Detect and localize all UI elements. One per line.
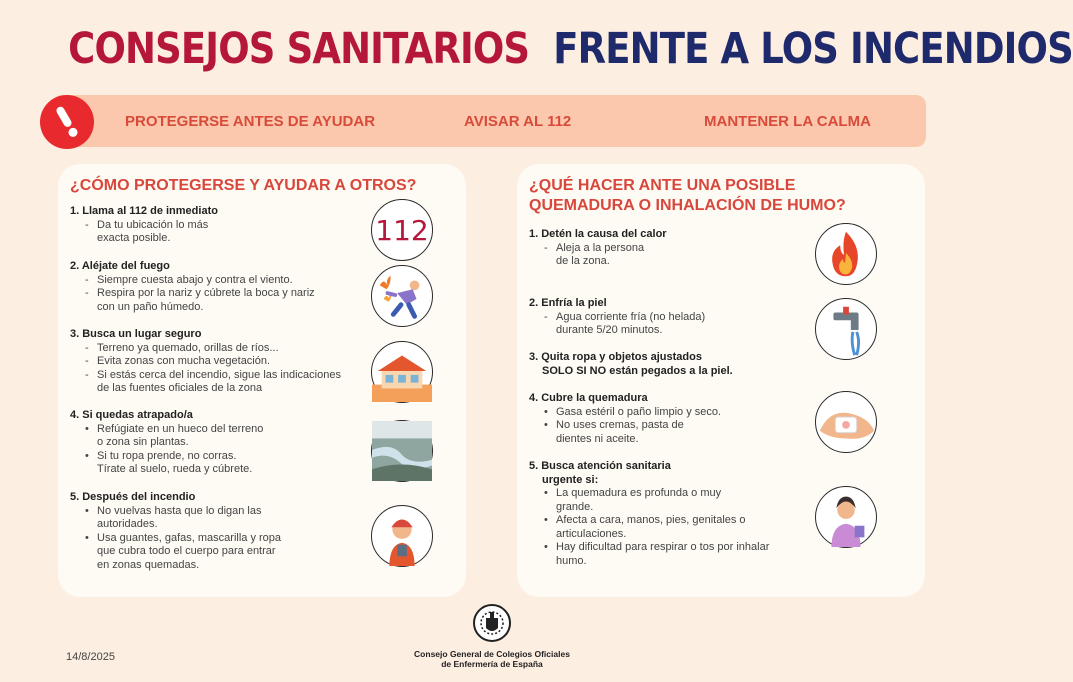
list-item: - Aleja a la persona [529, 242, 667, 256]
nursing-council-logo [473, 604, 511, 642]
banner-item-call-112: AVISAR AL 112 [464, 113, 572, 130]
person-fleeing-fire-icon [371, 265, 433, 327]
list-item: durante 5/20 minutos. [556, 324, 663, 336]
banner-item-stay-calm: MANTENER LA CALMA [704, 113, 871, 130]
banner-item-protect: PROTEGERSE ANTES DE AYUDAR [125, 113, 376, 130]
list-item: • Refúgiate en un hueco del terreno [70, 423, 263, 437]
step-call-112: 1. Llama al 112 de inmediato - Da tu ubicación lo más exacta posible. [70, 205, 218, 246]
list-item: articulaciones. [556, 527, 627, 540]
nurse-icon [815, 486, 877, 548]
list-item: • Afecta a cara, manos, pies, genitales o [529, 514, 769, 528]
list-item: - Agua corriente fría (no helada) [529, 311, 705, 325]
phone-number: 112 [375, 213, 429, 247]
step-seek-care: 5. Busca atención sanitaria urgente si: • La quemadura es profunda o muy grande. • Afecta a cara, manos, pies, genitales o articulaciones. • Hay dificultad para respirar o tos por inhalar humo. [529, 460, 769, 568]
list-item: de las fuentes oficiales de la zona [97, 382, 263, 394]
list-item: de la zona. [556, 255, 610, 267]
list-item: grande. [556, 500, 594, 513]
list-item: • No uses cremas, pasta de [529, 419, 721, 433]
step-after-fire: 5. Después del incendio • No vuelvas hasta que lo digan las autoridades. • Usa guantes, gafas, mascarilla y ropa que cubra todo el cuerpo para entrar en zonas quemadas. [70, 491, 281, 572]
list-item: exacta posible. [97, 232, 171, 244]
phone-112-icon [371, 199, 433, 261]
card-heading: ¿QUÉ HACER ANTE UNA POSIBLE QUEMADURA O INHALACIÓN DE HUMO? [529, 177, 846, 214]
list-item: • No vuelvas hasta que lo digan las [70, 505, 281, 519]
publication-date: 14/8/2025 [66, 651, 115, 663]
list-item: - Da tu ubicación lo más [70, 219, 218, 233]
burn-smoke-card [517, 164, 925, 597]
list-item: o zona sin plantas. [97, 436, 189, 448]
list-item: en zonas quemadas. [97, 558, 200, 571]
title-part-1: CONSEJOS SANITARIOS [68, 24, 530, 74]
list-item: dientes ni aceite. [556, 432, 639, 445]
protect-help-card [58, 164, 466, 597]
step-trapped: 4. Si quedas atrapado/a • Refúgiate en un hueco del terreno o zona sin plantas. • Si tu ropa prende, no corras. Tírate al suelo, rueda y cúbrete. [70, 409, 263, 477]
alert-icon [40, 95, 94, 149]
list-item: - Evita zonas con mucha vegetación. [70, 355, 341, 369]
list-item: • Si tu ropa prende, no corras. [70, 450, 263, 464]
organization-name: Consejo General de Colegios Oficiales de Enfermería de España [414, 649, 570, 669]
fire-icon [815, 223, 877, 285]
list-item: - Si estás cerca del incendio, sigue las indicaciones [70, 369, 341, 383]
bandaged-hand-icon [815, 391, 877, 453]
step-stop-heat: 1. Detén la causa del calor - Aleja a la persona de la zona. [529, 228, 667, 269]
firefighter-icon [371, 505, 433, 567]
list-item: • Gasa estéril o paño limpio y seco. [529, 406, 721, 420]
list-item: - Terreno ya quemado, orillas de ríos... [70, 342, 341, 356]
list-item: - Siempre cuesta abajo y contra el viento. [70, 274, 315, 288]
step-safe-place: 3. Busca un lugar seguro - Terreno ya quemado, orillas de ríos... - Evita zonas con mucha vegetación. - Si estás cerca del incendio, sigue las indicaciones de las fuentes oficiales de la zona [70, 328, 341, 396]
title-part-2: FRENTE A LOS INCENDIOS [553, 24, 1073, 74]
safe-house-icon [371, 341, 433, 403]
water-tap-icon [815, 298, 877, 360]
step-move-away: 2. Aléjate del fuego - Siempre cuesta abajo y contra el viento. - Respira por la nariz y cúbrete la boca y nariz con un paño húmedo. [70, 260, 315, 314]
river-landscape-icon [371, 420, 433, 482]
list-item: • Usa guantes, gafas, mascarilla y ropa [70, 532, 281, 546]
card-heading: ¿CÓMO PROTEGERSE Y AYUDAR A OTROS? [70, 177, 417, 194]
list-item: humo. [556, 554, 587, 567]
step-cool-skin: 2. Enfría la piel - Agua corriente fría (no helada) durante 5/20 minutos. [529, 297, 705, 338]
list-item: que cubra todo el cuerpo para entrar [97, 545, 276, 557]
list-item: • Hay dificultad para respirar o tos por inhalar [529, 541, 769, 555]
list-item: • La quemadura es profunda o muy [529, 487, 769, 501]
list-item: con un paño húmedo. [97, 300, 204, 313]
step-cover-burn: 4. Cubre la quemadura • Gasa estéril o paño limpio y seco. • No uses cremas, pasta de dientes ni aceite. [529, 392, 721, 446]
list-item: autoridades. [97, 518, 158, 530]
list-item: - Respira por la nariz y cúbrete la boca y nariz [70, 287, 315, 301]
page-title [68, 24, 1073, 74]
step-remove-clothes: 3. Quita ropa y objetos ajustados SOLO SI NO están pegados a la piel. [529, 351, 733, 377]
list-item: Tírate al suelo, rueda y cúbrete. [97, 463, 253, 475]
